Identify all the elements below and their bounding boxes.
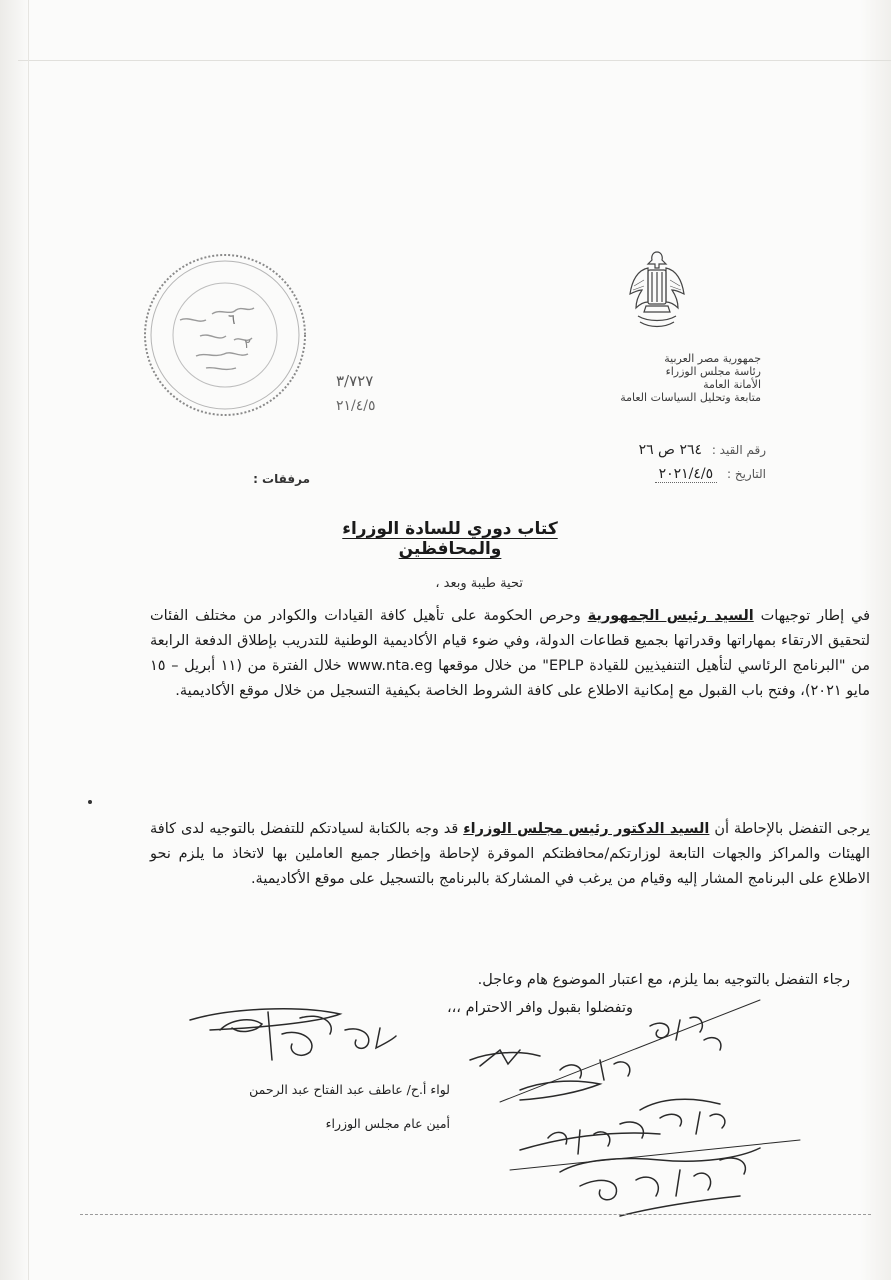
paper-fold-line <box>18 60 891 61</box>
ministry-header <box>541 352 761 404</box>
stamp-date: ٢١/٤/٥ <box>336 398 376 414</box>
paragraph-2-prefix: يرجى التفضل بالإحاطة أن <box>709 821 870 837</box>
svg-text:٦: ٦ <box>228 312 236 328</box>
stamp-number: ٣/٧٢٧ <box>336 372 374 390</box>
paragraph-2-rest: قد وجه بالكتابة لسيادتكم للتفضل بالتوجيه لدى كافة الهيئات والمراكز والجهات التابعة لوزارتكم/محافظتكم الموقرة لإحاطة وإخطار جميع العاملين بها لاتخاذ ما يلزم نحو الاطلاع على البرنامج المشار إليه وقيام من يرغب في المشاركة بالبرنامج بالتسجيل على موقع الأكاديمية. <box>150 821 870 887</box>
header-line-department: متابعة وتحليل السياسات العامة <box>620 391 761 404</box>
paper-left-edge <box>28 0 29 1280</box>
reference-block <box>566 438 766 486</box>
reference-date-value: ٢٠٢١/٤/٥ <box>655 466 718 483</box>
paragraph-1-rest: وحرص الحكومة على تأهيل كافة القيادات والكوادر من مختلف الفئات لتحقيق الارتقاء بمهاراتها وقدراتها بجميع قطاعات الدولة، وفي ضوء قيام الأكاديمية الوطنية للتدريب بإطلاق الدفعة الرابعة من "البرنامج الرئاسي لتأهيل التنفيذيين للقيادة EPLP" من خلال موقعها www.nta.eg خلال الفترة من (١١ أبريل – ١٥ مايو ٢٠٢١)، وفتح باب القبول مع إمكانية الاطلاع على كافة الشروط الخاصة بكيفية التسجيل من خلال موقع الأكاديمية. <box>150 608 870 699</box>
signature-block <box>150 1073 450 1141</box>
paragraph-1-prefix: في إطار توجيهات <box>753 608 870 624</box>
circular-stamp-icon <box>140 250 310 420</box>
closing-request: رجاء التفضل بالتوجيه بما يلزم، مع اعتبار الموضوع هام وعاجل. <box>477 972 850 988</box>
attachments-label: مرفقات : <box>253 472 310 486</box>
letter-subject: كتاب دوري للسادة الوزراء والمحافظين <box>342 519 558 559</box>
signatory-name: لواء أ.ح/ عاطف عبد الفتاح عبد الرحمن <box>249 1082 450 1097</box>
paragraph-1 <box>150 604 870 704</box>
reference-number-label: رقم القيد : <box>711 443 766 457</box>
svg-text:٢: ٢ <box>244 337 251 352</box>
stamp-handwritten-numbers <box>336 372 436 422</box>
header-line-presidency: رئاسة مجلس الوزراء <box>665 365 761 378</box>
eagle-emblem-icon <box>624 246 690 332</box>
reference-number-value: ٢٦٤ ص ٢٦ <box>638 442 702 458</box>
paragraph-2 <box>150 817 870 892</box>
header-line-country: جمهورية مصر العربية <box>664 352 761 365</box>
reference-date-label: التاريخ : <box>726 467 766 481</box>
greeting: تحية طيبة وبعد ، <box>435 576 523 591</box>
reference-date-row <box>566 462 766 486</box>
reference-number-row <box>566 438 766 462</box>
paragraph-2-highlight: السيد الدكتور رئيس مجلس الوزراء <box>463 821 710 837</box>
signatory-title: أمين عام مجلس الوزراء <box>325 1116 450 1131</box>
paragraph-1-highlight: السيد رئيس الجمهورية <box>587 608 754 624</box>
margin-dot <box>88 800 92 804</box>
header-line-secretariat: الأمانة العامة <box>703 378 761 391</box>
bottom-dashed-rule <box>80 1214 871 1216</box>
closing-regards: وتفضلوا بقبول وافر الاحترام ،،، <box>446 1000 634 1016</box>
